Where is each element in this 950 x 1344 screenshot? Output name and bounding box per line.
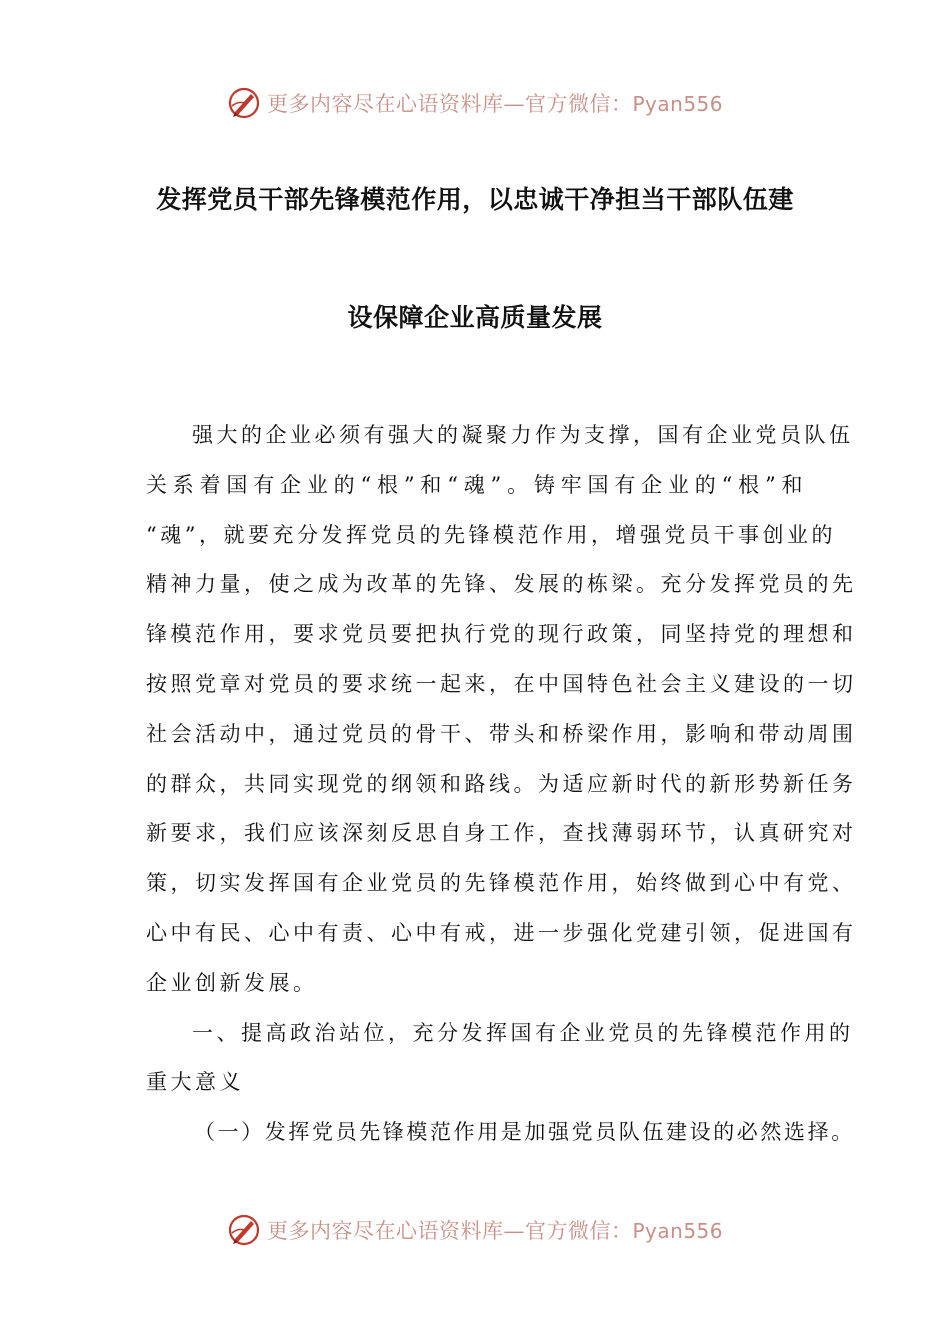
body-line: 策，切实发挥国有企业党员的先锋模范作用，始终做到心中有党、 xyxy=(146,871,857,896)
section-heading-line: 重大意义 xyxy=(146,1070,244,1095)
body-line: 企业创新发展。 xyxy=(146,970,318,995)
body-line: 强大的企业必须有强大的凝聚力作为支撑，国有企业党员队伍 xyxy=(192,423,854,447)
body-line: 的群众，共同实现党的纲领和路线。为适应新时代的新形势新任务 xyxy=(146,771,857,796)
watermark-footer xyxy=(0,1210,950,1250)
pen-logo-icon xyxy=(227,86,261,120)
body-line: “魂”，就要充分发挥党员的先锋模范作用，增强党员干事创业的 xyxy=(146,522,836,547)
pen-logo-icon xyxy=(227,1213,261,1247)
body-line: 新要求，我们应该深刻反思自身工作，查找薄弱环节，认真研究对 xyxy=(146,821,857,846)
document-title-line-2: 设保障企业高质量发展 xyxy=(347,303,603,332)
body-line: 精神力量，使之成为改革的先锋、发展的栋梁。充分发挥党员的先 xyxy=(146,572,857,597)
subsection-heading: （一）发挥党员先锋模范作用是加强党员队伍建设的必然选择。 xyxy=(194,1120,855,1145)
document-title-line-1: 发挥党员干部先锋模范作用，以忠诚干净担当干部队伍建 xyxy=(156,185,794,214)
watermark-header xyxy=(0,83,950,123)
watermark-text: 更多内容尽在心语资料库—官方微信：Pyan556 xyxy=(266,92,723,116)
section-heading-line: 一、提高政治站位，充分发挥国有企业党员的先锋模范作用的 xyxy=(192,1020,854,1045)
body-line: 锋模范作用，要求党员要把执行党的现行政策，同坚持党的理想和 xyxy=(146,622,857,647)
body-line: 心中有民、心中有责、心中有戒，进一步强化党建引领，促进国有 xyxy=(146,920,857,945)
document-body xyxy=(146,418,857,1165)
watermark-text: 更多内容尽在心语资料库—官方微信：Pyan556 xyxy=(266,1219,723,1243)
body-line: 按照党章对党员的要求统一起来，在中国特色社会主义建设的一切 xyxy=(146,671,857,696)
body-line: 关系着国有企业的“根”和“魂”。铸牢国有企业的“根”和 xyxy=(146,472,806,497)
body-line: 社会活动中，通过党员的骨干、带头和桥梁作用，影响和带动周围 xyxy=(146,721,857,746)
